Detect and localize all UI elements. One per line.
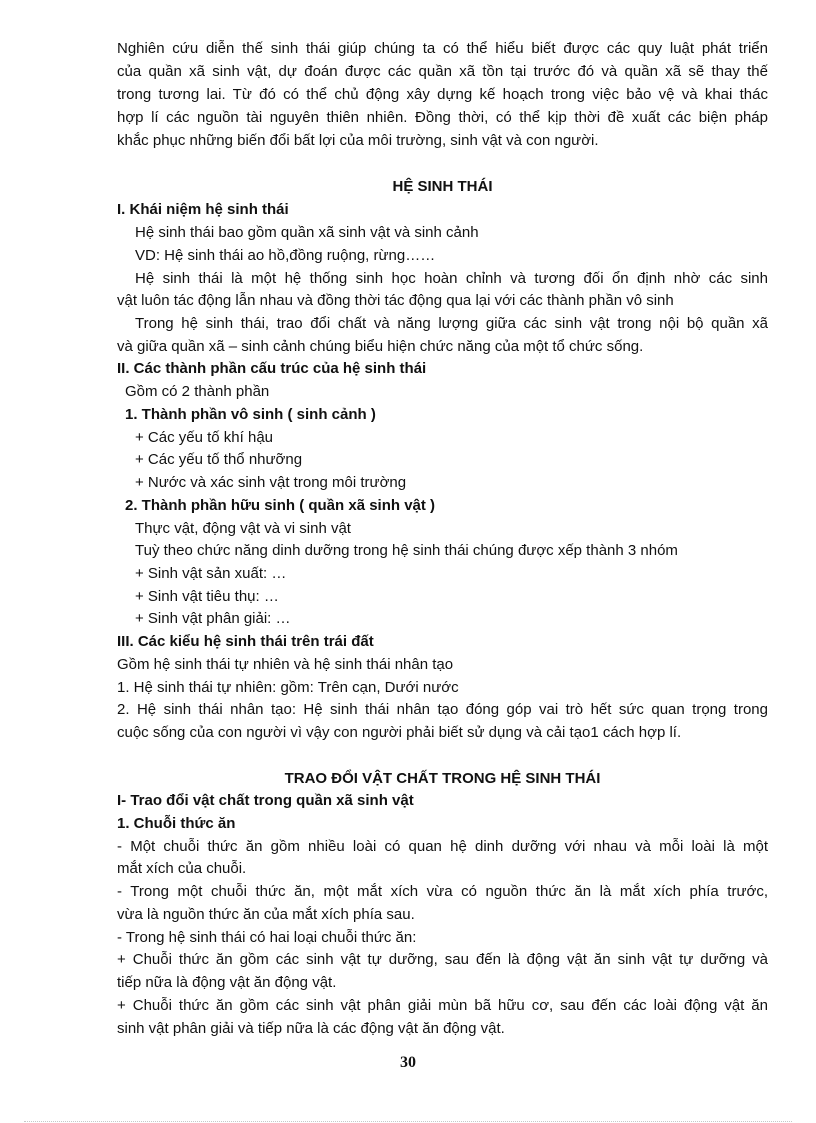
heading-structure: II. Các thành phần cấu trúc của hệ sinh thái (117, 360, 427, 377)
subheading-abiotic: 1. Thành phần vô sinh ( sinh cảnh ) (125, 406, 376, 423)
intro-line: của quần xã sinh vật, dự đoán được các quần xã tồn tại trước đó và quần xã sẽ thay thế (117, 63, 768, 80)
section-title-matter-exchange: TRAO ĐỔI VẬT CHẤT TRONG HỆ SINH THÁI (284, 770, 601, 787)
paragraph: Tuỳ theo chức năng dinh dưỡng trong hệ sinh thái chúng được xếp thành 3 nhóm (135, 542, 678, 559)
paragraph: 2. Hệ sinh thái nhân tạo: Hệ sinh thái nhân tạo đóng góp vai trò hết sức quan trọng trong (117, 701, 768, 718)
paragraph: cuộc sống của con người vì vậy con người phải biết sử dụng và cải tạo1 cách hợp lí. (117, 724, 682, 741)
paragraph: + Chuỗi thức ăn gồm các sinh vật phân giải mùn bã hữu cơ, sau đến các loài động vật ăn (117, 997, 768, 1014)
paragraph: tiếp nữa là động vật ăn động vật. (117, 974, 337, 991)
paragraph: vật luôn tác động lẫn nhau và đồng thời tác động qua lại với các thành phần vô sinh (117, 292, 674, 309)
list-item: + Các yếu tố khí hậu (135, 429, 274, 446)
list-item: + Sinh vật tiêu thụ: … (135, 588, 279, 605)
intro-line: khắc phục những biến đổi bất lợi của môi trường, sinh vật và con người. (117, 132, 599, 149)
intro-line: hợp lí các nguồn tài nguyên thiên nhiên. Đồng thời, có thể kịp thời đề xuất các biện pháp (117, 109, 768, 126)
list-item: + Sinh vật sản xuất: … (135, 565, 287, 582)
paragraph: Gồm hệ sinh thái tự nhiên và hệ sinh thái nhân tạo (117, 656, 454, 673)
heading-matter-exchange: I- Trao đổi vật chất trong quần xã sinh vật (117, 792, 414, 809)
section-title-ecosystem: HỆ SINH THÁI (392, 178, 493, 195)
list-item: + Sinh vật phân giải: … (135, 610, 291, 627)
bottom-dotted-rule (24, 1121, 792, 1122)
subheading-biotic: 2. Thành phần hữu sinh ( quần xã sinh vật ) (125, 497, 436, 514)
paragraph: Thực vật, động vật và vi sinh vật (135, 520, 351, 537)
list-item: + Các yếu tố thổ nhưỡng (135, 451, 303, 468)
paragraph: - Trong hệ sinh thái có hai loại chuỗi thức ăn: (117, 929, 417, 946)
paragraph: - Trong một chuỗi thức ăn, một mắt xích vừa có nguồn thức ăn là mắt xích phía trước, (117, 883, 768, 900)
page-number: 30 (400, 1054, 416, 1071)
list-item: + Nước và xác sinh vật trong môi trường (135, 474, 407, 491)
paragraph: Hệ sinh thái bao gồm quần xã sinh vật và sinh cảnh (135, 224, 479, 241)
paragraph: Gồm có 2 thành phần (125, 383, 270, 400)
paragraph: mắt xích của chuỗi. (117, 860, 247, 877)
paragraph: + Chuỗi thức ăn gồm các sinh vật tự dưỡng, sau đến là động vật ăn sinh vật tự dưỡng và (117, 951, 768, 968)
heading-types: III. Các kiểu hệ sinh thái trên trái đất (117, 633, 374, 650)
paragraph: - Một chuỗi thức ăn gồm nhiều loài có quan hệ dinh dưỡng với nhau và mỗi loài là một (117, 838, 768, 855)
heading-concept: I. Khái niệm hệ sinh thái (117, 201, 289, 218)
paragraph: Trong hệ sinh thái, trao đổi chất và năng lượng giữa các sinh vật trong nội bộ quần xã (135, 315, 768, 332)
intro-line: trong tương lai. Từ đó có thể chủ động xây dựng kế hoạch trong việc bảo vệ và khai thác (117, 86, 768, 103)
paragraph: VD: Hệ sinh thái ao hồ,đồng ruộng, rừng…… (135, 247, 436, 264)
paragraph: vừa là nguồn thức ăn của mắt xích phía sau. (117, 906, 415, 923)
paragraph: 1. Hệ sinh thái tự nhiên: gồm: Trên cạn, Dưới nước (117, 679, 459, 696)
subheading-food-chain: 1. Chuỗi thức ăn (117, 815, 236, 832)
paragraph: sinh vật phân giải và tiếp nữa là các động vật ăn động vật. (117, 1020, 505, 1037)
intro-line: Nghiên cứu diễn thế sinh thái giúp chúng ta có thể hiểu biết được các quy luật phát triển (117, 40, 768, 57)
paragraph: Hệ sinh thái là một hệ thống sinh học hoàn chỉnh và tương đối ổn định nhờ các sinh (135, 270, 768, 287)
paragraph: và giữa quần xã – sinh cảnh chúng biểu hiện chức năng của một tổ chức sống. (117, 338, 644, 355)
